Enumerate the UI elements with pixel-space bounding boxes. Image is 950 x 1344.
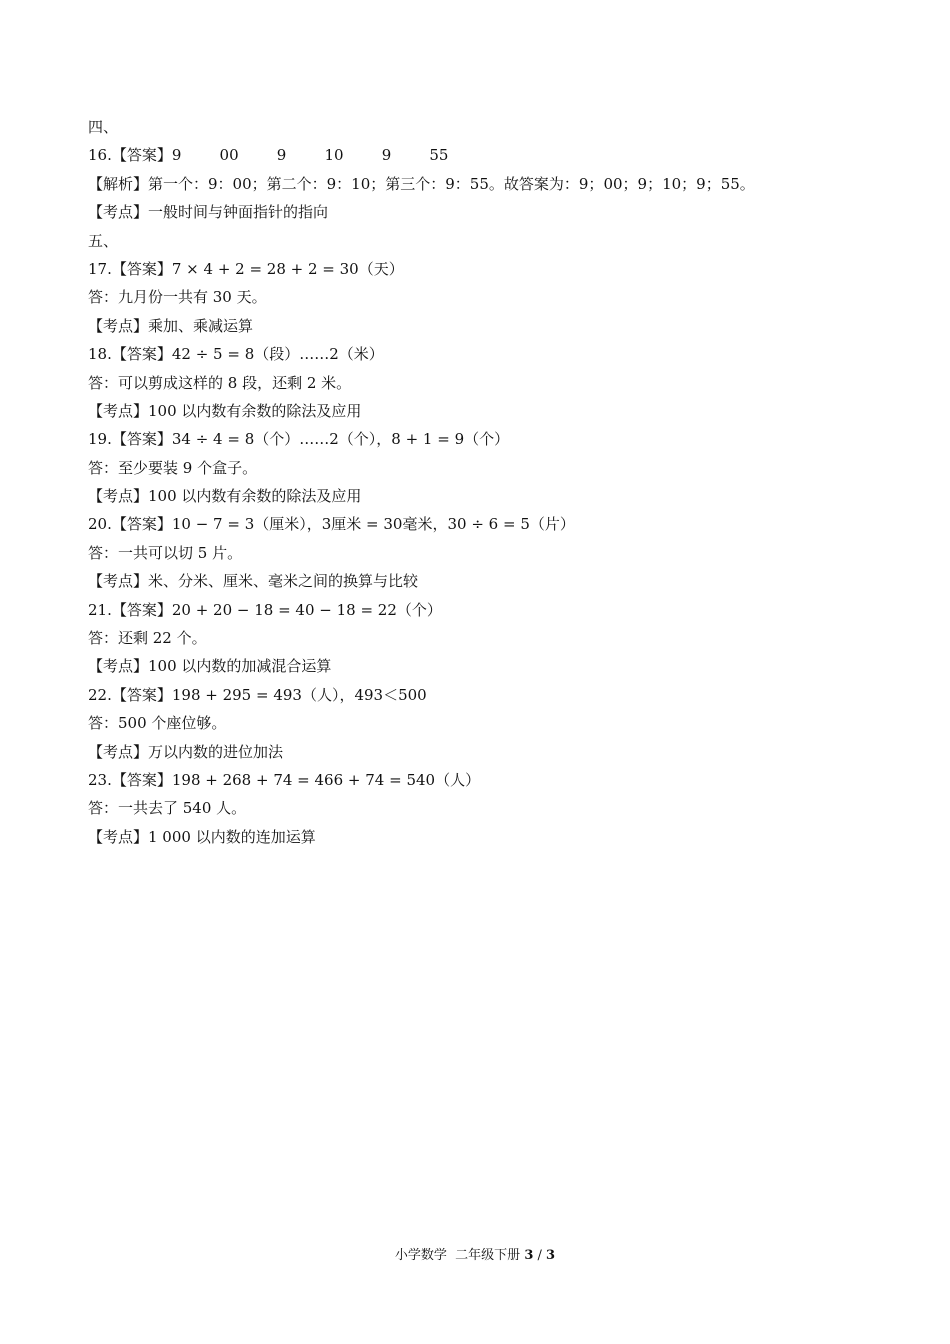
knowledge-point-line: 【考点】1 000 以内数的连加运算 xyxy=(88,827,316,846)
footer-subject: 小学数学 二年级下册 xyxy=(394,1248,525,1263)
page-footer xyxy=(0,1244,950,1263)
answer-line: 18.【答案】42 ÷ 5 = 8（段）……2（米） xyxy=(88,345,384,364)
knowledge-point-line: 【考点】100 以内数有余数的除法及应用 xyxy=(88,401,362,420)
knowledge-point-line: 【考点】一般时间与钟面指针的指向 xyxy=(88,203,329,222)
answer-line: 16.【答案】9 00 9 10 9 55 xyxy=(88,146,449,165)
answer-line: 17.【答案】7 × 4 + 2 = 28 + 2 = 30（天） xyxy=(88,259,404,278)
reply-line: 答：九月份一共有 30 天。 xyxy=(88,288,267,307)
answer-line: 21.【答案】20 + 20 − 18 = 40 − 18 = 22（个） xyxy=(88,600,442,619)
reply-line: 答：一共可以切 5 片。 xyxy=(88,543,243,562)
knowledge-point-line: 【考点】乘加、乘减运算 xyxy=(88,316,254,335)
answer-content xyxy=(88,113,888,851)
answer-line: 20.【答案】10 − 7 = 3（厘米），3厘米 = 30毫米，30 ÷ 6 = 5（片） xyxy=(88,515,575,534)
page-number-current: 3 xyxy=(524,1248,534,1263)
section-heading: 四、 xyxy=(88,118,119,136)
reply-line: 答：可以剪成这样的 8 段，还剩 2 米。 xyxy=(88,373,352,392)
knowledge-point-line: 【考点】米、分米、厘米、毫米之间的换算与比较 xyxy=(88,572,419,591)
knowledge-point-line: 【考点】100 以内数有余数的除法及应用 xyxy=(88,487,362,506)
answer-line: 23.【答案】198 + 268 + 74 = 466 + 74 = 540（人） xyxy=(88,770,481,789)
reply-line: 答：还剩 22 个。 xyxy=(88,629,207,648)
reply-line: 答：至少要装 9 个盒子。 xyxy=(88,458,258,477)
reply-line: 答：一共去了 540 人。 xyxy=(88,799,247,818)
reply-line: 答：500 个座位够。 xyxy=(88,714,227,733)
page-number-separator: / xyxy=(533,1248,547,1263)
page-number-total: 3 xyxy=(546,1248,556,1263)
section-heading: 五、 xyxy=(88,231,119,250)
analysis-line: 【解析】第一个：9：00；第二个：9：10；第三个：9：55。故答案为：9；00；9；10；9；55。 xyxy=(88,174,755,193)
answer-line: 19.【答案】34 ÷ 4 = 8（个）……2（个），8 + 1 = 9（个） xyxy=(88,430,510,449)
knowledge-point-line: 【考点】100 以内数的加减混合运算 xyxy=(88,657,332,676)
knowledge-point-line: 【考点】万以内数的进位加法 xyxy=(88,742,284,761)
answer-line: 22.【答案】198 + 295 = 493（人），493＜500 xyxy=(88,685,427,704)
